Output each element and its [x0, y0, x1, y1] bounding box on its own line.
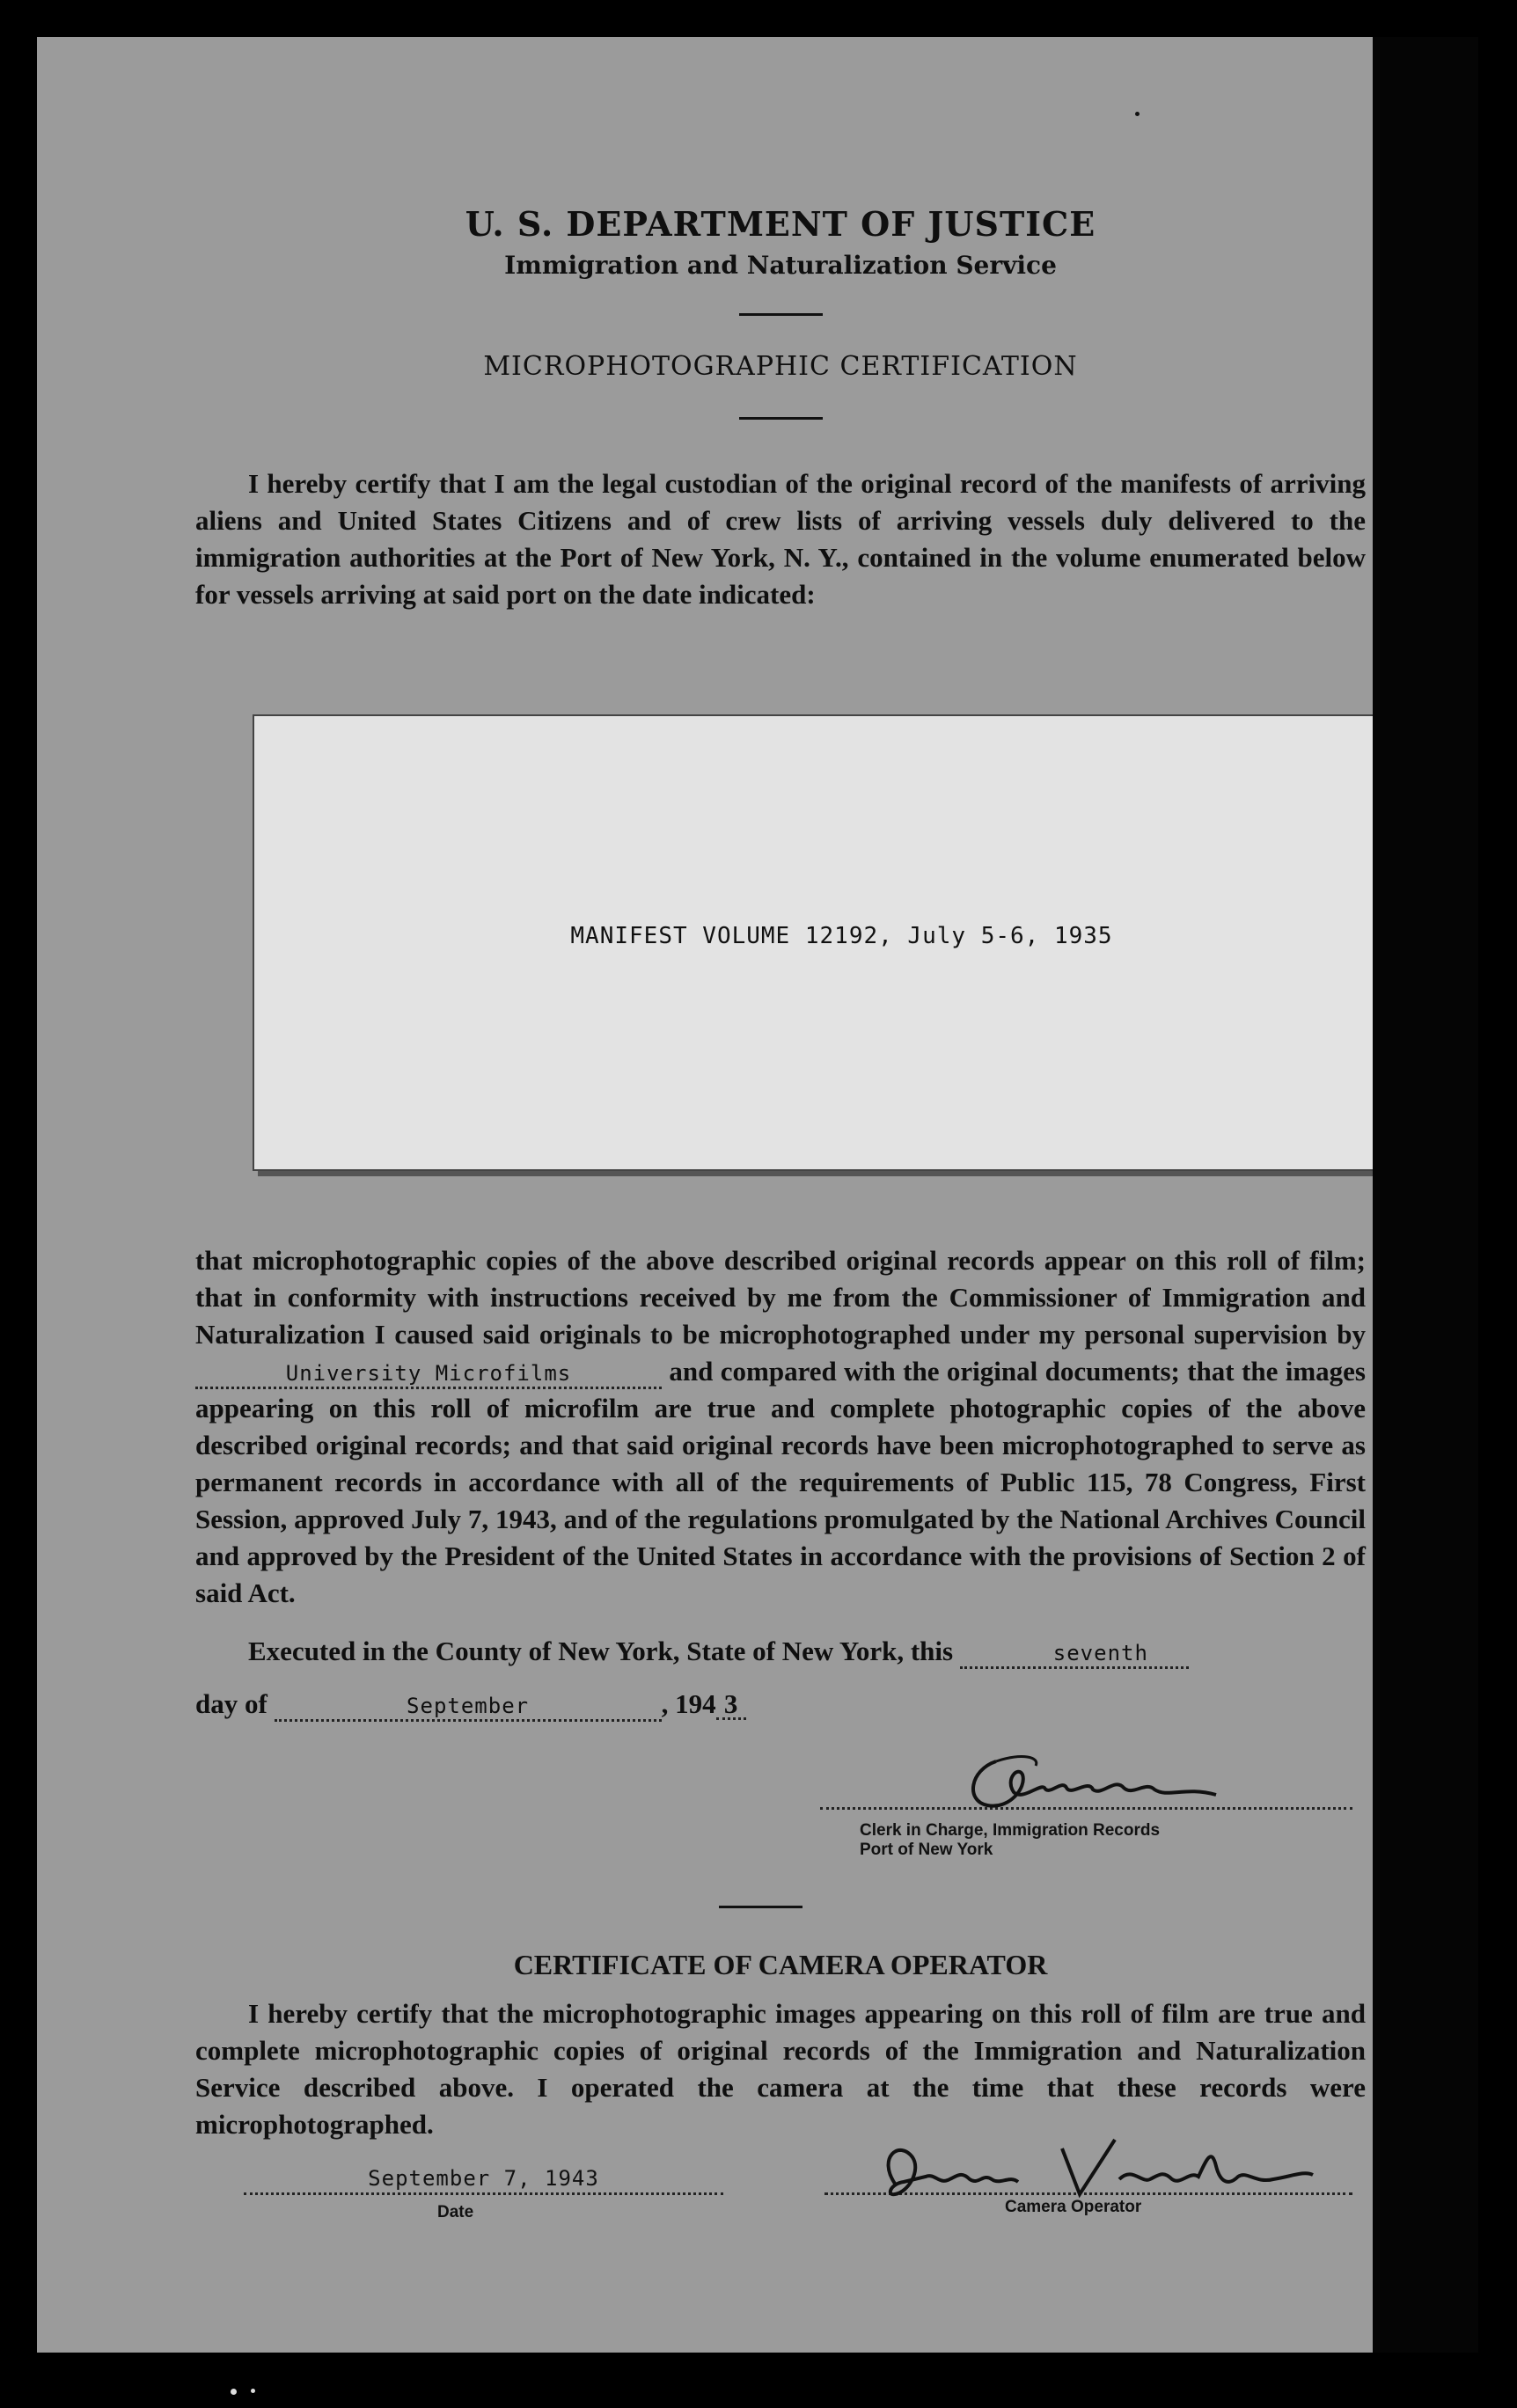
divider-rule	[739, 313, 823, 316]
service-heading: Immigration and Naturalization Service	[504, 251, 1057, 280]
body-part2: and compared with the original documents; that the images appearing on this roll of microfilm are true and complete photographic copies of the above described original records; and that said original records have been microphotographed to serve as permanent records in accordance with all of the requirements of Public 115, 78 Congress, First Session, approved July 7, 1943, and of the regulations promulgated by the National Archives Council and approved by the President of the United States in accordance with the provisions of Section 2 of said Act.	[195, 1356, 1366, 1608]
day-of-label: day of	[195, 1688, 267, 1719]
certification-title: MICROPHOTOGRAPHIC CERTIFICATION	[483, 351, 1078, 382]
body-section	[195, 1242, 1366, 1723]
clerk-title-line2: Port of New York	[860, 1841, 993, 1859]
executed-prefix: Executed in the County of New York, State of New York, this	[248, 1636, 954, 1666]
clerk-title-line1: Clerk in Charge, Immigration Records	[860, 1821, 1161, 1840]
supervisor-field: University Microfilms	[195, 1360, 662, 1389]
camera-heading: CERTIFICATE OF CAMERA OPERATOR	[513, 1949, 1048, 1980]
film-speck	[231, 2389, 237, 2395]
executed-year-prefix: , 194	[661, 1688, 716, 1719]
camera-date-field: September 7, 1943	[244, 2164, 723, 2195]
camera-date-label: Date	[437, 2203, 474, 2221]
body-part1: that microphotographic copies of the above described original records appear on this roll of film; that in conformity with instructions received by me from the Commissioner of Immigration and Naturalization I caused said originals to be microphotographed under my personal supervision by	[195, 1245, 1366, 1350]
film-speck	[251, 2389, 255, 2393]
camera-section	[195, 1946, 1366, 2143]
department-heading: U. S. DEPARTMENT OF JUSTICE	[465, 204, 1096, 244]
camera-operator-label: Camera Operator	[1005, 2198, 1142, 2216]
executed-year-digit: 3	[716, 1691, 746, 1720]
document-sheet	[37, 37, 1373, 2353]
film-edge-strip	[1373, 37, 1478, 2353]
camera-statement: I hereby certify that the microphotographic images appearing on this roll of film are true and complete microphotographic copies of original records of the Immigration and Naturalization Service described above. I operated the camera at the time that these records were microphotographed.	[195, 1998, 1366, 2140]
body-paragraph	[195, 1242, 1366, 1612]
divider-rule	[739, 417, 823, 420]
film-speck	[1135, 112, 1140, 116]
certificate-page	[195, 169, 1366, 613]
clerk-signature-icon	[961, 1744, 1225, 1814]
custodian-statement: I hereby certify that I am the legal custodian of the original record of the manifests of arriving aliens and United States Citizens and of crew lists of arriving vessels duly delivered to the immigration authorities at the Port of New York, N. Y., contained in the volume enumerated below for vessels arriving at said port on the date indicated:	[195, 468, 1366, 610]
volume-label-box	[253, 714, 1373, 1171]
executed-day-field: seventh	[960, 1640, 1189, 1669]
manifest-volume-text: MANIFEST VOLUME 12192, July 5-6, 1935	[570, 923, 1113, 949]
executed-month-field: September	[275, 1693, 662, 1722]
day-of-line	[195, 1686, 1366, 1723]
divider-rule	[719, 1906, 802, 1908]
executed-line	[195, 1633, 1366, 1670]
